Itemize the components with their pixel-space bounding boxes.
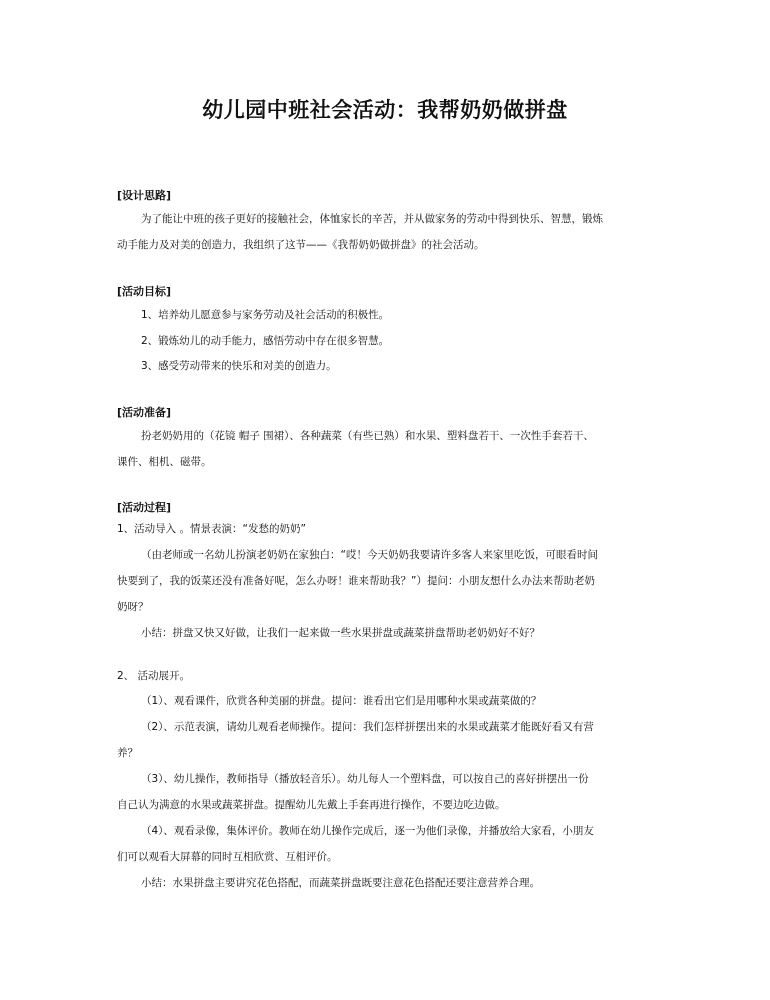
heading-activity-process: [活动过程] <box>117 501 172 514</box>
step2-summary: 小结：水果拼盘主要讲究花色搭配，而蔬菜拼盘既要注意花色搭配还要注意营养合理。 <box>141 877 540 889</box>
goal-item: 2、锻炼幼儿的动手能力，感悟劳动中存在很多智慧。 <box>141 335 390 347</box>
paragraph-line: （由老师或一名幼儿扮演老奶奶在家独白：“哎！今天奶奶我要请许多客人来家里吃饭，可眼看时间 <box>141 549 598 561</box>
paragraph-line: 动手能力及对美的创造力，我组织了这节——《我帮奶奶做拼盘》的社会活动。 <box>117 239 485 251</box>
paragraph-line: 扮老奶奶用的（花镜 帽子 围裙）、各种蔬菜（有些已熟）和水果、塑料盘若干、一次性手套若干、 <box>141 430 594 442</box>
substep-2-cont: 养？ <box>117 747 138 759</box>
substep-1: （1）、观看课件，欣赏各种美丽的拼盘。提问：谁看出它们是用哪种水果或蔬菜做的？ <box>141 695 542 707</box>
goal-item: 3、感受劳动带来的快乐和对美的创造力。 <box>141 360 337 372</box>
heading-design-idea: [设计思路] <box>117 189 172 202</box>
paragraph-line: 为了能让中班的孩子更好的接触社会，体恤家长的辛苦，并从做家务的劳动中得到快乐、智慧，锻炼 <box>141 213 603 225</box>
document-title: 幼儿园中班社会活动：我帮奶奶做拼盘 <box>202 97 568 122</box>
paragraph-line: 奶呀？ <box>117 601 149 613</box>
goal-item: 1、培养幼儿愿意参与家务劳动及社会活动的积极性。 <box>141 309 390 321</box>
substep-3: （3）、幼儿操作，教师指导（播放轻音乐）。幼儿每人一个塑料盘，可以按自己的喜好拼摆出一份 <box>141 773 589 785</box>
step1-title: 1、活动导入 。情景表演：“发愁的奶奶” <box>117 523 306 535</box>
paragraph-line: 课件、相机、磁带。 <box>117 456 212 468</box>
substep-4: （4）、观看录像，集体评价。教师在幼儿操作完成后，逐一为他们录像，并播放给大家看，小朋友 <box>141 825 594 837</box>
step2-title: 2、 活动展开。 <box>117 670 191 682</box>
substep-2: （2）、示范表演，请幼儿观看老师操作。提问：我们怎样拼摆出来的水果或蔬菜才能既好看又有营 <box>141 721 594 733</box>
heading-activity-preparation: [活动准备] <box>117 406 172 419</box>
substep-4-cont: 们可以观看大屏幕的同时互相欣赏、互相评价。 <box>117 851 338 863</box>
heading-activity-goals: [活动目标] <box>117 285 172 298</box>
substep-3-cont: 自己认为满意的水果或蔬菜拼盘。提醒幼儿先戴上手套再进行操作，不要边吃边做。 <box>117 799 506 811</box>
paragraph-line: 快要到了，我的饭菜还没有准备好呢，怎么办呀！谁来帮助我？”）提问：小朋友想什么办法来帮助老奶 <box>117 575 595 587</box>
step1-summary: 小结：拼盘又快又好做，让我们一起来做一些水果拼盘或蔬菜拼盘帮助老奶奶好不好？ <box>141 627 540 639</box>
